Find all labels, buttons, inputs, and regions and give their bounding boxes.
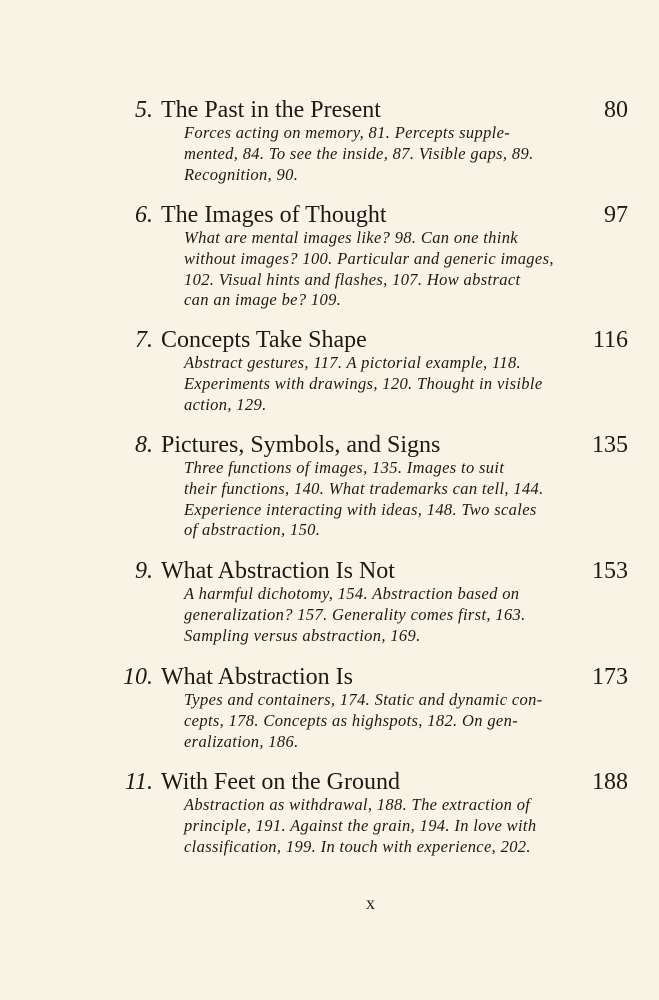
chapter-subtopics xyxy=(184,584,604,646)
subtopic-line: Types and containers, 174. Static and dynamic con- xyxy=(184,690,543,709)
subtopic-line: 102. Visual hints and flashes, 107. How abstract xyxy=(184,269,521,289)
chapter-subtopics xyxy=(184,353,604,415)
chapter-number: 9. xyxy=(135,558,153,584)
chapter-number: 10. xyxy=(123,664,153,690)
chapter-page-number: 153 xyxy=(592,558,628,584)
subtopic-line: What are mental images like? 98. Can one think xyxy=(184,228,518,247)
chapter-title: Pictures, Symbols, and Signs xyxy=(161,432,441,458)
chapter-number: 11. xyxy=(124,769,153,795)
subtopic-line: Three functions of images, 135. Images to suit xyxy=(184,458,505,477)
chapter-subtopics xyxy=(184,690,604,752)
chapter-title: The Past in the Present xyxy=(161,97,381,123)
chapter-title: What Abstraction Is Not xyxy=(161,558,395,584)
chapter-page-number: 80 xyxy=(604,97,628,123)
chapter-title: What Abstraction Is xyxy=(161,664,353,690)
chapter-title: With Feet on the Ground xyxy=(161,769,400,795)
chapter-title: The Images of Thought xyxy=(161,202,387,228)
subtopic-line: can an image be? 109. xyxy=(184,290,342,310)
subtopic-line: cepts, 178. Concepts as highspots, 182. On gen- xyxy=(184,710,519,730)
chapter-subtopics xyxy=(184,795,604,857)
chapter-page-number: 97 xyxy=(604,202,628,228)
subtopic-line: of abstraction, 150. xyxy=(184,520,321,540)
chapter-number: 8. xyxy=(135,432,153,458)
chapter-title: Concepts Take Shape xyxy=(161,327,367,353)
subtopic-line: A harmful dichotomy, 154. Abstraction based on xyxy=(184,584,520,603)
subtopic-line: Experiments with drawings, 120. Thought in visible xyxy=(184,373,543,393)
subtopic-line: Abstraction as withdrawal, 188. The extraction of xyxy=(184,795,531,814)
subtopic-line: Abstract gestures, 117. A pictorial example, 118. xyxy=(184,353,522,372)
subtopic-line: action, 129. xyxy=(184,394,267,414)
chapter-page-number: 188 xyxy=(592,769,628,795)
chapter-subtopics xyxy=(184,228,604,311)
chapter-number: 5. xyxy=(135,97,153,123)
subtopic-line: generalization? 157. Generality comes first, 163. xyxy=(184,604,526,624)
subtopic-line: Experience interacting with ideas, 148. Two scales xyxy=(184,499,537,519)
chapter-page-number: 173 xyxy=(592,664,628,690)
chapter-number: 7. xyxy=(135,327,153,353)
subtopic-line: mented, 84. To see the inside, 87. Visible gaps, 89. xyxy=(184,143,534,163)
subtopic-line: Sampling versus abstraction, 169. xyxy=(184,625,421,645)
chapter-subtopics xyxy=(184,123,604,185)
subtopic-line: without images? 100. Particular and generic images, xyxy=(184,248,554,268)
subtopic-line: Recognition, 90. xyxy=(184,164,299,184)
page-folio: x xyxy=(366,893,375,913)
subtopic-line: Forces acting on memory, 81. Percepts supple- xyxy=(184,123,511,142)
chapter-page-number: 116 xyxy=(592,327,628,353)
chapter-number: 6. xyxy=(135,202,153,228)
subtopic-line: principle, 191. Against the grain, 194. In love with xyxy=(184,815,537,835)
subtopic-line: classification, 199. In touch with experience, 202. xyxy=(184,836,531,856)
subtopic-line: their functions, 140. What trademarks can tell, 144. xyxy=(184,478,544,498)
subtopic-line: eralization, 186. xyxy=(184,731,299,751)
chapter-subtopics xyxy=(184,458,604,541)
chapter-page-number: 135 xyxy=(592,432,628,458)
